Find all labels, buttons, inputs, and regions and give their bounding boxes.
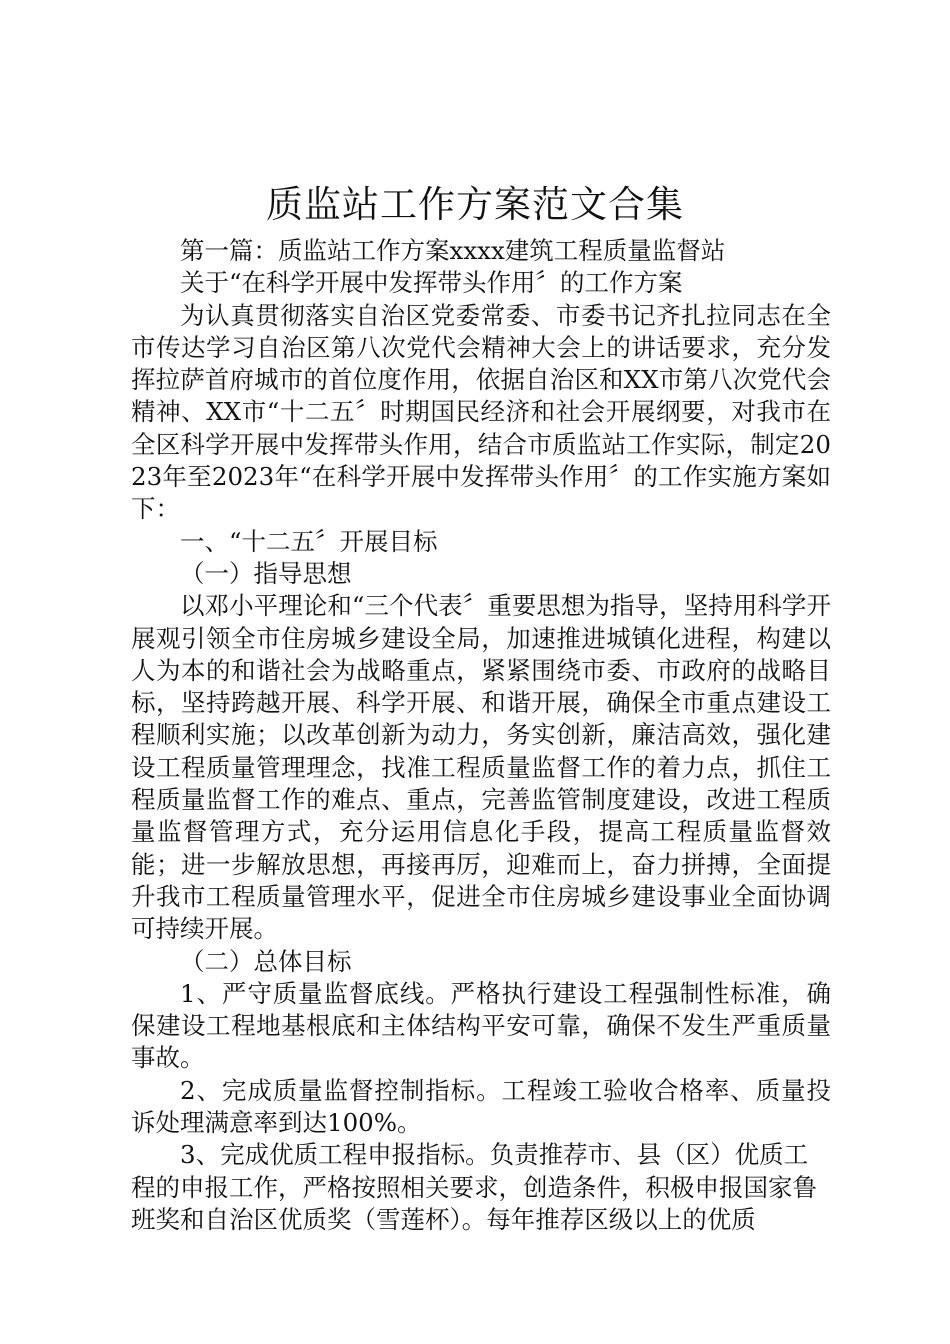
paragraph-section-heading: 第一篇：质监站工作方案xxxx建筑工程质量监督站 <box>180 236 726 265</box>
paragraph-item-2: 2、完成质量监督控制指标。工程竣工验收合格率、质量投诉处理满意率到达100%。 <box>131 1075 831 1138</box>
paragraph-guiding-thought: 以邓小平理论和“三个代表〞重要思想为指导，坚持用科学开展观引领全市住房城乡建设全局，加速推进城镇化进程，构建以人为本的和谐社会为战略重点，紧紧围绕市委、市政府的战略目标，坚持跨越开展、科学开展、和谐开展，确保全市重点建设工程顺利实施；以改革创新为动力，务实创新，廉洁高效，强化建设工程质量管理理念，找准工程质量监督工作的着力点，抓住工程质量监督工作的难点、重点，完善监管制度建设，改进工程质量监督管理方式，充分运用信息化手段，提高工程质量监督效能；进一步解放思想，再接再厉，迎难而上，奋力拼搏，全面提升我市工程质量管理水平，促进全市住房城乡建设事业全面协调可持续开展。 <box>131 591 831 944</box>
document-body <box>131 235 831 1236</box>
paragraph-item-1: 1、严守质量监督底线。严格执行建设工程强制性标准，确保建设工程地基根底和主体结构平安可靠，确保不发生严重质量事故。 <box>131 978 831 1073</box>
paragraph-subheading-overall: （二）总体目标 <box>180 946 352 976</box>
paragraph-plan-title: 关于“在科学开展中发挥带头作用〞的工作方案 <box>180 268 683 298</box>
paragraph-intro: 为认真贯彻落实自治区党委常委、市委书记齐扎拉同志在全市传达学习自治区第八次党代会精神大会上的讲话要求，充分发挥拉萨首府城市的首位度作用，依据自治区和XX市第八次党代会精神、XX市“十二五〞时期国民经济和社会开展纲要，对我市在全区科学开展中发挥带头作用，结合市质监站工作实际，制定2023年至2023年“在科学开展中发挥带头作用〞的工作实施方案如下： <box>131 300 831 524</box>
document-title: 质监站工作方案范文合集 <box>266 183 684 226</box>
paragraph-heading-goals: 一、“十二五〞开展目标 <box>180 526 438 556</box>
paragraph-subheading-guiding: （一）指导思想 <box>180 558 352 588</box>
paragraph-item-3: 3、完成优质工程申报指标。负责推荐市、县（区）优质工程的申报工作，严格按照相关要求，创造条件，积极申报国家鲁班奖和自治区优质奖（雪莲杯）。每年推荐区级以上的优质 <box>131 1140 817 1234</box>
